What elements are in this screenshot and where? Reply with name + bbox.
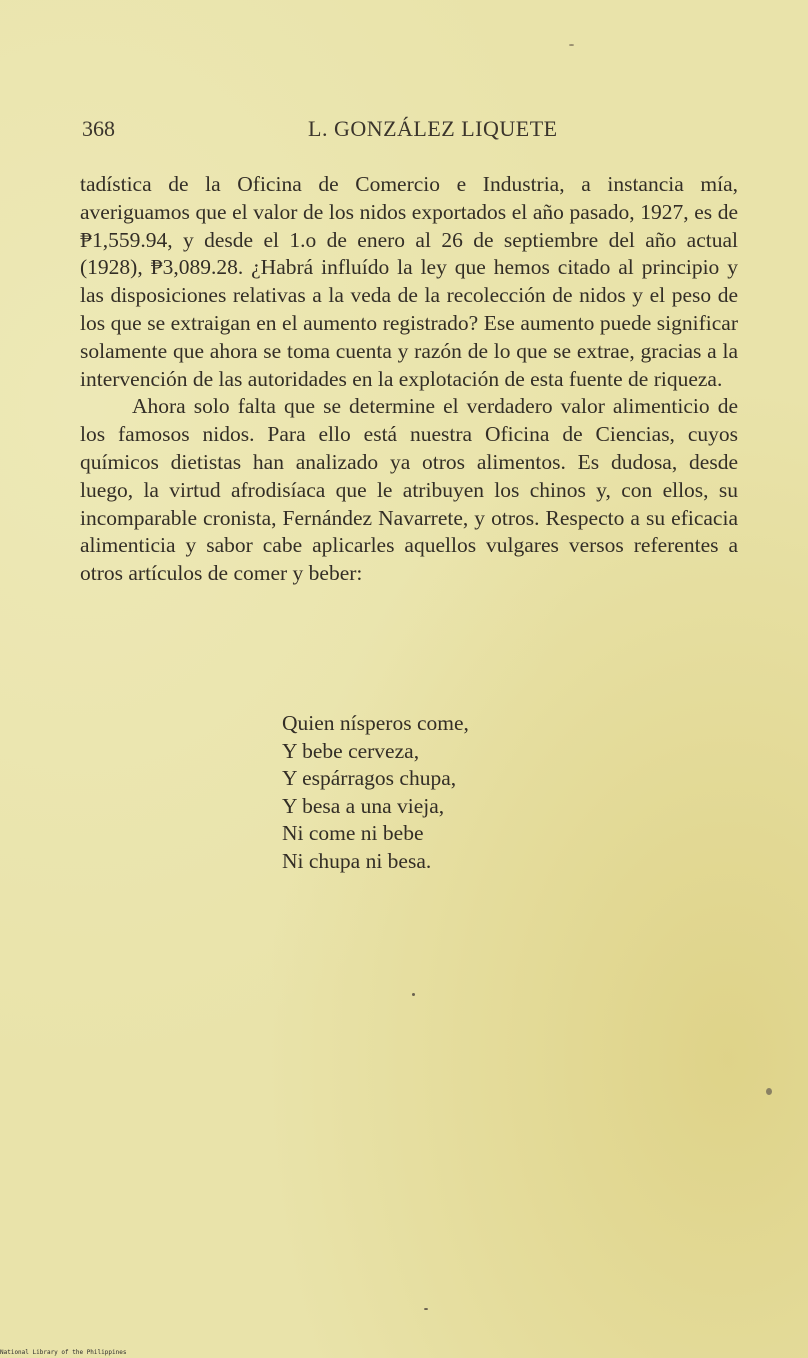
paper-speck: [424, 1308, 428, 1310]
running-head: L. GONZÁLEZ LIQUETE: [308, 116, 558, 141]
verse-line: Y bebe cerveza,: [282, 738, 420, 763]
library-credit: National Library of the Philippines: [0, 1349, 127, 1356]
paper-speck: [569, 44, 574, 46]
verse-line: Y besa a una vieja,: [282, 793, 445, 818]
page-header: [82, 116, 738, 146]
verse-line: Y espárragos chupa,: [282, 766, 457, 791]
paper-speck: [766, 1088, 772, 1095]
paragraph-2: Ahora solo falta que se determine el verdadero valor alimenticio de los famosos nidos. Para ello está nuestra Oficina de Ciencias, cuyos químicos dietistas han analizado ya otros alimentos. Es dudosa, desde luego, la virtud afrodisíaca que le atribuyen los chinos y, con ellos, su incomparable cronista, Fernández Navarrete, y otros. Respecto a su eficacia alimenticia y sabor cabe aplicarles aquellos vulgares versos referentes a otros artículos de comer y beber:: [80, 394, 738, 586]
verse-line: Ni come ni bebe: [282, 821, 424, 846]
verse-line: Ni chupa ni besa.: [282, 848, 432, 873]
verse: [282, 710, 469, 876]
paper-speck: [412, 993, 415, 996]
body-text: [80, 171, 738, 588]
paragraph-1: tadística de la Oficina de Comercio e Industria, a instancia mía, averiguamos que el valor de los nidos exportados el año pasado, 1927, es de ₱1,559.94, y desde el 1.o de enero al 26 de septiembre del año actual (1928), ₱3,089.28. ¿Habrá influído la ley que hemos citado al principio y las disposiciones relativas a la veda de la recolección de nidos y el peso de los que se extraigan en el aumento registrado? Ese aumento puede significar solamente que ahora se toma cuenta y razón de lo que se extrae, gracias a la intervención de las autoridades en la explotación de esta fuente de riqueza.: [80, 172, 738, 391]
page-number: 368: [82, 116, 115, 141]
verse-line: Quien nísperos come,: [282, 711, 469, 735]
